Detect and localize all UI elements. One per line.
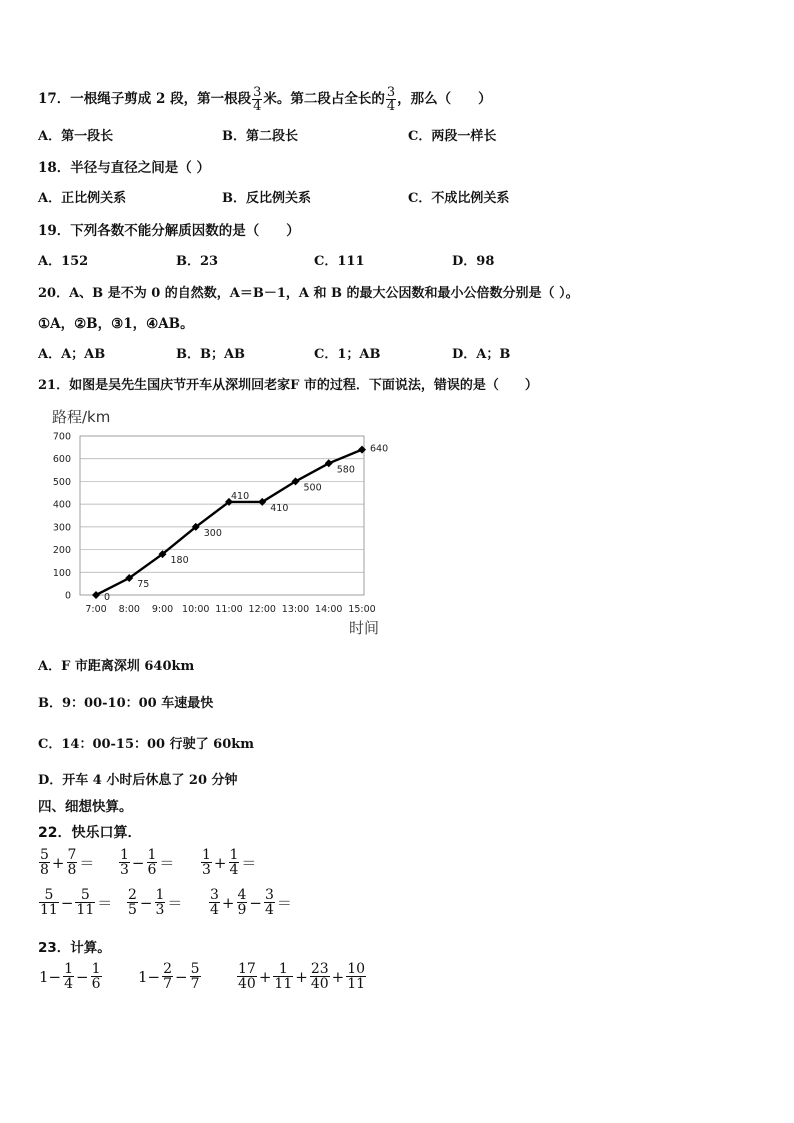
x-tick-label: 14:00 xyxy=(315,604,343,615)
denominator: 40 xyxy=(238,976,256,992)
denominator: 4 xyxy=(265,902,274,918)
numerator: 5 xyxy=(75,888,95,903)
y-tick-label: 700 xyxy=(52,431,71,443)
fraction xyxy=(119,848,130,877)
denominator: 4 xyxy=(386,99,396,114)
numerator: 1 xyxy=(64,961,74,977)
numerator: 5 xyxy=(190,961,200,977)
operator: + xyxy=(331,967,345,986)
operator: + xyxy=(213,853,227,872)
numerator: 1 xyxy=(273,962,293,977)
numerator: 2 xyxy=(163,961,173,977)
x-tick-label: 10:00 xyxy=(182,604,210,615)
operator: + xyxy=(258,967,272,986)
q18-option-a[interactable]: A．正比例关系 xyxy=(38,191,127,206)
q17-option-a[interactable]: A．第一段长 xyxy=(38,129,114,144)
operator: − xyxy=(175,967,188,986)
q23-expr-2 xyxy=(137,962,202,991)
numerator: 10 xyxy=(347,961,366,977)
x-tick-label: 8:00 xyxy=(118,604,140,615)
y-tick-label: 100 xyxy=(52,567,71,579)
equals-sign: ＝ xyxy=(79,854,95,872)
y-axis-label: 路程/km xyxy=(52,408,111,426)
denominator: 6 xyxy=(91,976,101,992)
data-label: 410 xyxy=(270,502,289,514)
q17-fraction-1 xyxy=(252,86,262,113)
denominator: 4 xyxy=(210,902,219,918)
x-axis-label: 时间 xyxy=(349,619,380,637)
q22-expr-1 xyxy=(38,848,95,877)
data-label: 640 xyxy=(370,443,389,455)
denominator: 7 xyxy=(190,976,200,992)
data-label: 0 xyxy=(104,592,111,603)
q20-option-a[interactable]: A．A；AB xyxy=(38,347,106,362)
x-tick-label: 11:00 xyxy=(215,604,243,615)
numerator: 5 xyxy=(40,847,49,863)
q19-option-d[interactable]: D．98 xyxy=(452,254,495,269)
numerator: 1 xyxy=(202,847,211,863)
denominator: 40 xyxy=(310,976,329,992)
q21-stem: 21．如图是吴先生国庆节开车从深圳回老家F 市的过程．下面说法，错误的是（ ） xyxy=(38,378,538,393)
fraction xyxy=(39,848,50,877)
fraction xyxy=(39,888,59,917)
section-heading: 四、细想快算。 xyxy=(38,799,133,815)
denominator: 6 xyxy=(147,862,157,878)
q21-option-a[interactable]: A．F 市距离深圳 640km xyxy=(38,659,195,674)
q20-stem: 20．A、B 是不为 0 的自然数，A＝B－1，A 和 B 的最大公因数和最小公倍数分别是（ ）。 xyxy=(38,286,579,301)
distance-line xyxy=(96,450,362,595)
data-label: 300 xyxy=(203,527,222,539)
q20-option-d[interactable]: D．A；B xyxy=(452,347,511,362)
numerator: 1 xyxy=(229,847,239,863)
denominator: 9 xyxy=(237,902,247,918)
operator: + xyxy=(221,893,235,912)
data-label: 180 xyxy=(170,555,189,567)
q21-option-d[interactable]: D．开车 4 小时后休息了 20 分钟 xyxy=(38,773,238,788)
q18-option-c[interactable]: C．不成比例关系 xyxy=(408,191,510,206)
denominator: 5 xyxy=(128,902,137,918)
numerator: 4 xyxy=(237,887,247,903)
y-tick-label: 400 xyxy=(52,499,71,511)
q17-fraction-2 xyxy=(386,86,396,113)
equals-sign: ＝ xyxy=(241,854,257,872)
q17-stem xyxy=(38,86,492,113)
q17-option-b[interactable]: B．第二段长 xyxy=(222,129,298,144)
q23-expr-3 xyxy=(236,962,367,991)
fraction xyxy=(162,962,173,991)
q19-option-a[interactable]: A．152 xyxy=(38,254,89,269)
data-label: 500 xyxy=(303,482,322,494)
denominator: 11 xyxy=(347,976,366,992)
data-point-marker xyxy=(92,591,100,599)
denominator: 3 xyxy=(120,862,129,878)
numerator: 5 xyxy=(39,888,59,903)
fraction xyxy=(63,962,74,991)
denominator: 4 xyxy=(229,862,239,878)
q22-expr-6 xyxy=(208,888,293,917)
x-tick-label: 13:00 xyxy=(281,604,310,615)
q17-option-c[interactable]: C．两段一样长 xyxy=(408,129,497,144)
numerator: 1 xyxy=(155,887,165,903)
fraction xyxy=(209,888,220,917)
numerator: 17 xyxy=(238,961,256,977)
numerator: 3 xyxy=(210,887,219,903)
denominator: 4 xyxy=(253,99,262,114)
equals-sign: ＝ xyxy=(167,894,183,912)
denominator: 3 xyxy=(202,862,211,878)
operator: − xyxy=(76,967,89,986)
data-label: 580 xyxy=(336,464,355,476)
fraction xyxy=(237,962,257,991)
q17-text-2: 米。第二段占全长的 xyxy=(263,91,385,107)
equals-sign: ＝ xyxy=(97,894,113,912)
numerator: 3 xyxy=(265,887,274,903)
numerator: 2 xyxy=(128,887,137,903)
fraction xyxy=(237,888,248,917)
fraction xyxy=(264,888,275,917)
operator: − xyxy=(139,893,153,912)
denominator: 8 xyxy=(40,862,49,878)
numerator: 1 xyxy=(120,847,129,863)
operator: − xyxy=(60,893,74,912)
fraction xyxy=(346,962,366,991)
x-tick-label: 12:00 xyxy=(248,604,276,615)
q19-stem: 19．下列各数不能分解质因数的是（ ） xyxy=(38,223,300,239)
data-label: 75 xyxy=(137,578,150,590)
numerator: 1 xyxy=(147,847,157,863)
q18-stem: 18．半径与直径之间是（ ） xyxy=(38,160,210,176)
denominator: 8 xyxy=(67,862,77,878)
y-tick-label: 600 xyxy=(52,454,71,466)
fraction xyxy=(190,962,201,991)
numerator: 3 xyxy=(386,85,396,100)
fraction xyxy=(91,962,102,991)
q17-number: 17． xyxy=(38,91,71,107)
fraction xyxy=(147,848,158,877)
q21-option-b[interactable]: B．9：00-10：00 车速最快 xyxy=(38,696,214,711)
q20-option-b[interactable]: B．B；AB xyxy=(176,347,246,362)
q19-option-b[interactable]: B．23 xyxy=(176,254,219,269)
q17-text-3: ，那么（ ） xyxy=(397,91,492,107)
equals-sign: ＝ xyxy=(276,894,292,912)
q23-expr-1 xyxy=(38,962,103,991)
q20-option-c[interactable]: C．1；AB xyxy=(314,347,381,362)
x-tick-labels xyxy=(85,604,375,615)
leading-term: 1− xyxy=(39,967,62,986)
q20-choices: ①A，②B，③1，④AB。 xyxy=(38,316,194,332)
q23-title: 23．计算。 xyxy=(38,940,111,956)
chart-grid xyxy=(80,436,364,595)
denominator: 11 xyxy=(274,976,293,992)
operator: − xyxy=(131,853,145,872)
y-tick-labels xyxy=(53,432,71,602)
data-point-marker xyxy=(358,446,366,454)
fraction xyxy=(127,888,138,917)
q22-expr-2 xyxy=(118,848,175,877)
q22-expr-4 xyxy=(38,888,113,917)
operator: − xyxy=(249,893,262,912)
fraction xyxy=(155,888,166,917)
q19-option-c[interactable]: C．111 xyxy=(314,254,365,269)
denominator: 3 xyxy=(155,902,165,918)
q17-text-1: 一根绳子剪成 2 段，第一根段 xyxy=(70,91,252,107)
numerator: 23 xyxy=(310,961,329,977)
fraction xyxy=(310,962,330,991)
q21-option-c[interactable]: C．14：00-15：00 行驶了 60km xyxy=(38,737,255,752)
numerator: 1 xyxy=(91,961,101,977)
plot-area-border xyxy=(80,436,364,595)
q22-expr-3 xyxy=(200,848,257,877)
numerator: 3 xyxy=(253,85,262,100)
q22-title: 22．快乐口算． xyxy=(38,825,142,841)
x-tick-label: 7:00 xyxy=(85,604,107,615)
fraction xyxy=(229,848,240,877)
x-tick-label: 9:00 xyxy=(151,604,174,615)
operator: + xyxy=(295,967,308,986)
denominator: 11 xyxy=(76,902,95,918)
denominator: 4 xyxy=(64,976,74,992)
x-tick-label: 15:00 xyxy=(348,604,376,615)
q18-option-b[interactable]: B．反比例关系 xyxy=(222,191,311,206)
denominator: 11 xyxy=(40,902,58,918)
fraction xyxy=(75,888,95,917)
numerator: 7 xyxy=(67,847,77,863)
leading-term: 1− xyxy=(138,967,161,986)
data-label: 410 xyxy=(231,490,250,502)
q22-expr-5 xyxy=(126,888,183,917)
y-tick-label: 200 xyxy=(52,545,71,557)
denominator: 7 xyxy=(163,976,173,992)
distance-time-chart xyxy=(40,400,440,640)
fraction xyxy=(273,962,293,991)
fraction xyxy=(201,848,212,877)
equals-sign: ＝ xyxy=(159,854,175,872)
operator: + xyxy=(51,853,65,872)
data-labels xyxy=(104,444,388,603)
y-tick-label: 300 xyxy=(52,522,71,534)
y-tick-label: 500 xyxy=(52,476,71,488)
y-tick-label: 0 xyxy=(64,590,71,602)
fraction xyxy=(67,848,78,877)
